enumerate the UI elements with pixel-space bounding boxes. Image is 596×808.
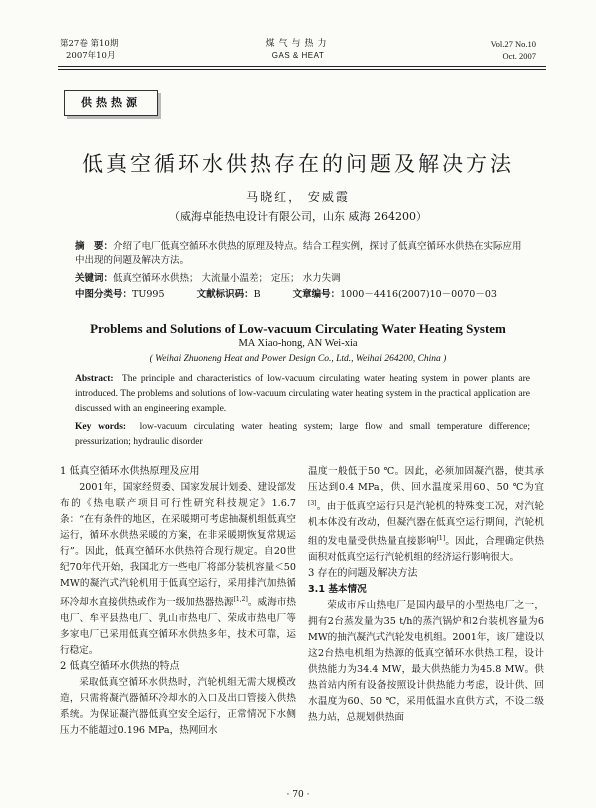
journal-en: GAS & HEAT [271, 51, 325, 60]
abstract-label-en: Abstract: [75, 374, 114, 384]
section-heading-2: 2 低真空循环水供热的特点 [60, 661, 180, 673]
keywords-label-cn: 关键词： [75, 273, 114, 284]
date-en: Oct. 2007 [502, 51, 536, 61]
clc-value: TU995 [132, 289, 165, 300]
header-rule [58, 66, 546, 67]
abstract-label-cn: 摘 要： [75, 241, 114, 252]
article-no-value: 1000－4416(2007)10－0070－03 [340, 289, 497, 300]
doc-value: B [253, 289, 261, 300]
paragraph-text-end: 。因此，合理确定供热面积对低真空运行汽轮机组的经济运行影响很大。 [308, 536, 545, 564]
authors-cn: 马晓红， 安威霞 [246, 190, 350, 204]
section-heading-3: 3 存在的问题及解决方法 [308, 568, 418, 580]
authors-en: MA Xiao-hong, AN Wei-xia [238, 338, 358, 349]
citation: [3] [308, 500, 317, 507]
paragraph-3-1: 荣成市斥山热电厂是国内最早的小型热电厂之一，拥有2台蒸发量为35 t/h的蒸汽锅炉和2台装机容量为6 MW的抽汽凝汽式汽轮发电机组。2001年，该厂建设以这2台热电机组为热源的低真空循环水供热工程，设计供热能力为34.4 MW，最大供热能力为45.8 MW。供热首站内所有设备按照设计供热能力考虑，设计供、回水温度为60、50 ℃，采用低温水直供方式，不设二级热力站，总规划供热面 [308, 600, 544, 724]
clc-label: 中图分类号： [75, 289, 133, 300]
abstract-cn [75, 240, 530, 268]
header-right [491, 38, 536, 62]
body-right-column [308, 464, 544, 726]
paragraph-1-1 [60, 480, 296, 659]
page-number: · 70 · [286, 790, 310, 800]
section-label: 供热热源 [64, 90, 158, 116]
keywords-label-en: Key words: [75, 422, 127, 432]
journal-cn: 煤气与热力 [265, 39, 331, 49]
header-rule-thin [58, 69, 546, 70]
paper-title-en: Problems and Solutions of Low-vacuum Circulating Water Heating System [90, 321, 506, 336]
keywords-text-en: low-vacuum circulating water heating system; large flow and small temperature difference; pressurization; hydraulic disorder [75, 422, 531, 447]
doc-label: 文献标识码： [196, 289, 254, 300]
affiliation-cn: （威海卓能热电设计有限公司，山东 威海 264200） [169, 210, 427, 223]
keywords-text-cn: 低真空循环水供热； 大流量小温差； 定压； 水力失调 [113, 273, 341, 284]
volume-cn: 第27卷 第10期 [60, 39, 119, 49]
abstract-en [75, 372, 530, 417]
affiliation-en: ( Weihai Zhuoneng Heat and Power Design Co., Ltd., Weihai 264200, China ) [149, 354, 447, 364]
keywords-en [75, 420, 530, 450]
article-no-label: 文章编号： [292, 289, 341, 300]
body-left-column [60, 464, 296, 739]
classification-line [75, 288, 530, 302]
keywords-cn [75, 272, 530, 286]
paragraph-2-1: 采取低真空循环水供热时，汽轮机组无需大规模改造，只需将凝汽器循环冷却水的入口及出口管接入供热系统。为保证凝汽器低真空安全运行，正常情况下水侧压力不能超过0.196 MPa，热网回水 [60, 677, 296, 737]
paragraph-text: 温度一般低于50 ℃。因此，必须加固凝汽器，使其承压达到0.4 MPa，供、回水温度采用60、50 ℃为宜 [308, 466, 544, 493]
abstract-text-en: The principle and characteristics of low-vacuum circulating water heating system in power plants are introduced. The problems and solutions of low-vacuum circulating water heating system in the practical application are discussed with an engineering example. [75, 374, 531, 414]
citation: [1] [436, 535, 446, 543]
section-heading-1: 1 低真空循环水供热原理及应用 [60, 466, 200, 477]
paragraph-text-cont: 。威海市热电厂、牟平县热电厂、乳山市热电厂、荣成市热电厂等多家电厂已采用低真空循环水供热多年，技术可靠，运行稳定。 [60, 597, 297, 657]
abstract-text-cn: 介绍了电厂低真空循环水供热的原理及特点。结合工程实例，探讨了低真空循环水供热在实际应用中出现的问题及解决方法。 [75, 241, 522, 266]
paragraph-2-cont [308, 464, 544, 566]
volume-en: Vol.27 No.10 [490, 39, 536, 49]
subsection-heading-3-1: 3.1 基本情况 [308, 584, 367, 596]
paragraph-text-mid: 。由于低真空运行只是汽轮机的特殊变工况，对汽轮机本体没有改动，但凝汽器在低真空运行期间，汽轮机组的发电量受供热量直接影响 [308, 501, 544, 548]
date-cn: 2007年10月 [66, 51, 116, 61]
citation: [1,2] [233, 596, 248, 603]
paper-title-cn: 低真空循环水供热存在的问题及解决方法 [82, 152, 514, 176]
paragraph-text: 2001年，国家经贸委、国家发展计划委、建设部发布的《热电联产项目可行性研究科技规定》1.6.7条：“在有条件的地区，在采暖期可考虑抽凝机组低真空运行，循环水供热采暖的方案，在非采暖期恢复常规运行”。因此，低真空循环水供热符合现行规定。自20世纪70年代开始，我国北方一些电厂将部分装机容量＜50 MW的凝汽式汽轮机用于低真空运行，采用排汽加热循环冷却水直接供热或作为一级加热器热源 [60, 482, 296, 609]
